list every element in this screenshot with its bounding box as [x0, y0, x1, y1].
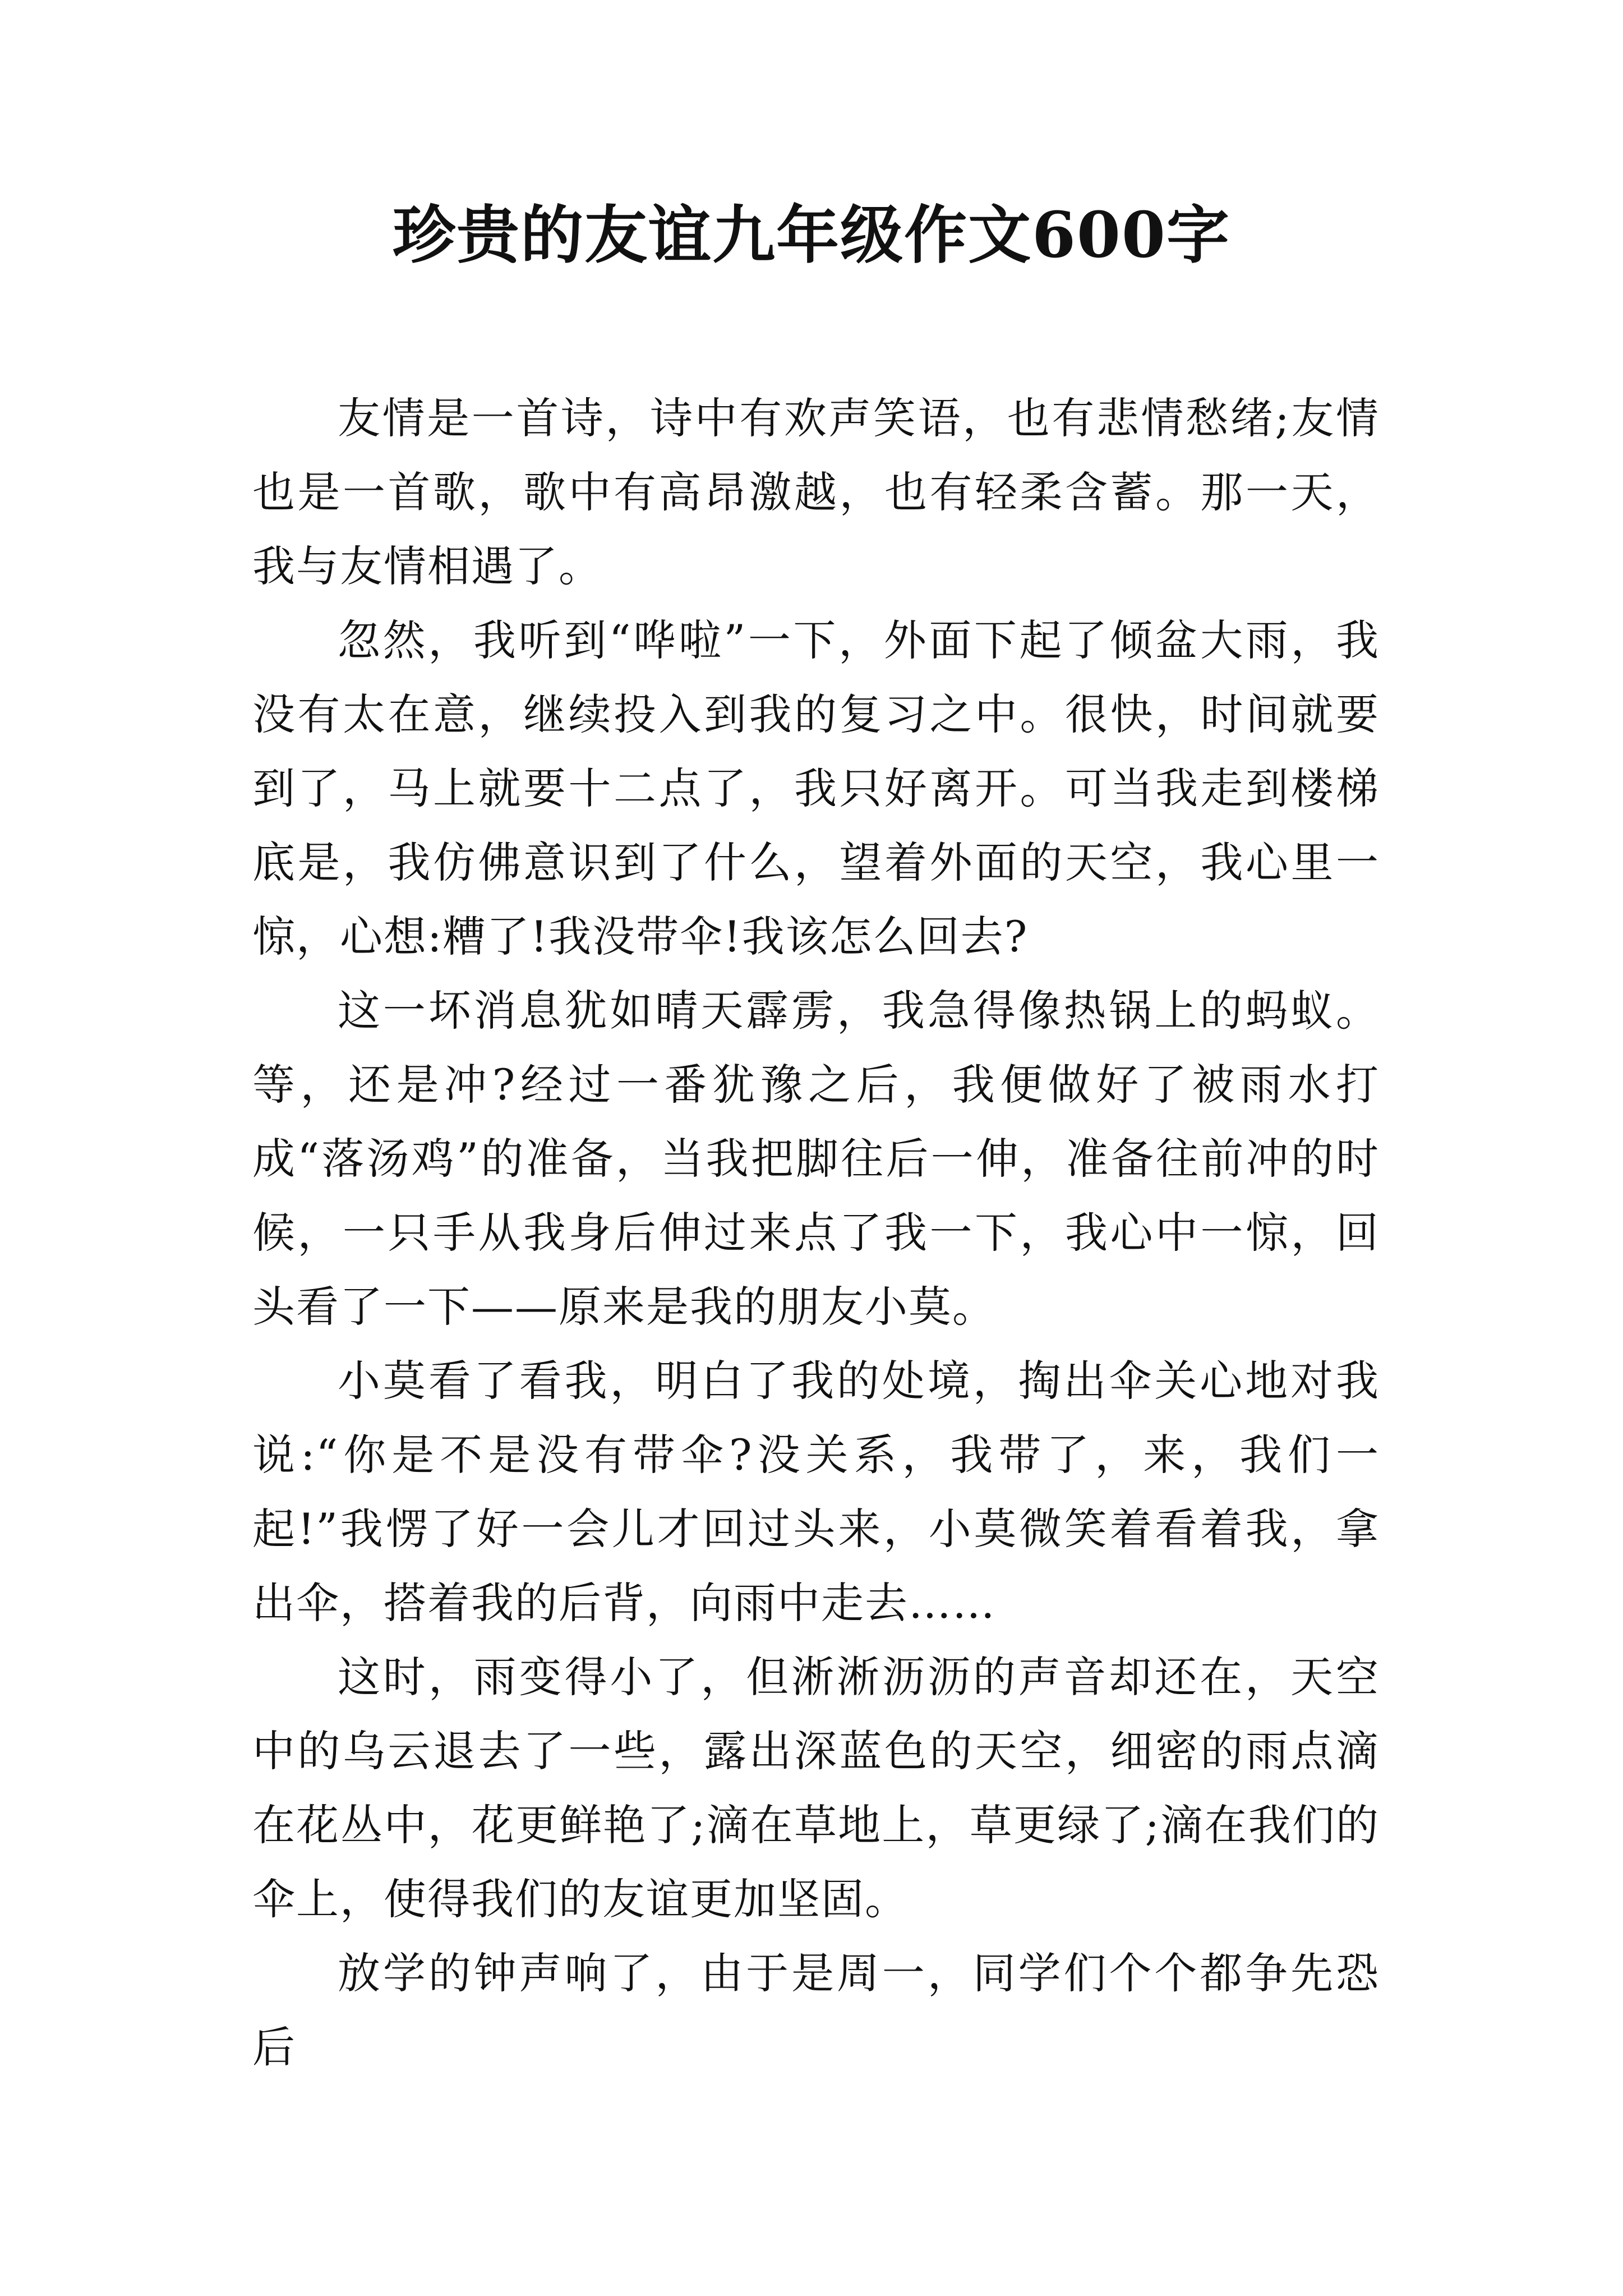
paragraph-3: 这一坏消息犹如晴天霹雳，我急得像热锅上的蚂蚁。等，还是冲?经过一番犹豫之后，我便做好了被雨水打成“落汤鸡”的准备，当我把脚往后一伸，准备往前冲的时候，一只手从我身后伸过来点了我一下，我心中一惊，回头看了一下——原来是我的朋友小莫。 [252, 986, 1380, 1332]
document-body [252, 381, 1380, 2085]
paragraph-4: 小莫看了看我，明白了我的处境，掏出伞关心地对我说:“你是不是没有带伞?没关系，我带了，来，我们一起!”我愣了好一会儿才回过头来，小莫微笑着看着我，拿出伞，搭着我的后背，向雨中走去…… [252, 1356, 1380, 1628]
paragraph-2: 忽然，我听到“哗啦”一下，外面下起了倾盆大雨，我没有太在意，继续投入到我的复习之中。很快，时间就要到了，马上就要十二点了，我只好离开。可当我走到楼梯底是，我仿佛意识到了什么，望着外面的天空，我心里一惊，心想:糟了!我没带伞!我该怎么回去? [252, 615, 1380, 961]
document-title: 珍贵的友谊九年级作文600字 [393, 199, 1230, 272]
paragraph-1: 友情是一首诗，诗中有欢声笑语，也有悲情愁绪;友情也是一首歌，歌中有高昂激越，也有轻柔含蓄。那一天，我与友情相遇了。 [252, 393, 1380, 591]
paragraph-5: 这时，雨变得小了，但淅淅沥沥的声音却还在，天空中的乌云退去了一些，露出深蓝色的天空，细密的雨点滴在花丛中，花更鲜艳了;滴在草地上，草更绿了;滴在我们的伞上，使得我们的友谊更加坚固。 [252, 1652, 1380, 1924]
paragraph-6: 放学的钟声响了，由于是周一，同学们个个都争先恐后 [252, 1948, 1380, 2072]
